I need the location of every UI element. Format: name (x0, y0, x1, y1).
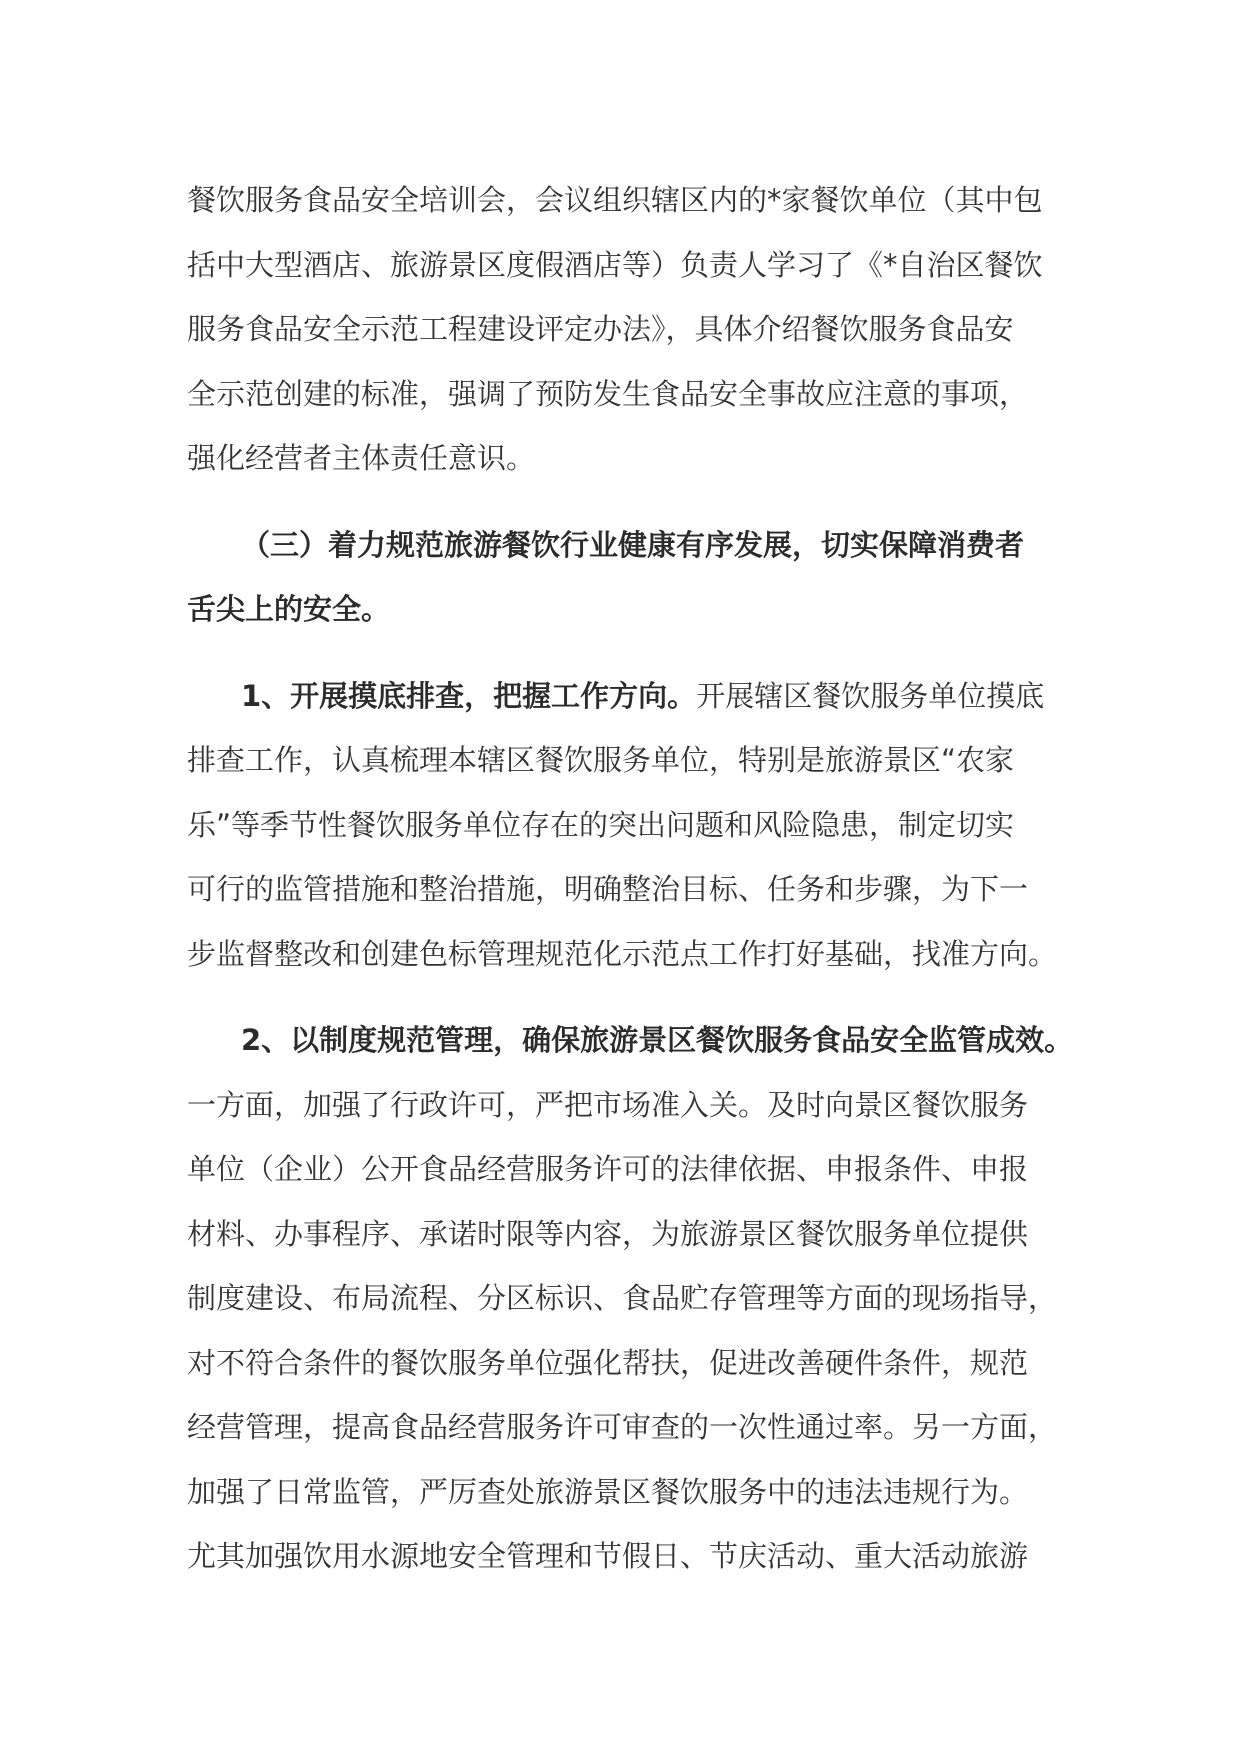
section-heading-3 (187, 513, 1077, 642)
text-line: 对不符合条件的餐饮服务单位强化帮扶，促进改善硬件条件，规范 (187, 1345, 1029, 1380)
heading-line: 舌尖上的安全。 (187, 592, 391, 626)
item-1-first-line-rest: 开展辖区餐饮服务单位摸底 (696, 678, 1045, 713)
text-line: 可行的监管措施和整治措施，明确整治目标、任务和步骤，为下一 (187, 872, 1029, 906)
text-line: 经营管理，提高食品经营服务许可审查的一次性通过率。另一方面， (187, 1410, 1058, 1444)
item-1-bold-lead: 1、开展摸底排查，把握工作方向。 (241, 678, 697, 713)
paragraph-spacer (187, 986, 1077, 1008)
paragraph-item-2 (187, 1008, 1077, 1589)
heading-line: （三）着力规范旅游餐饮行业健康有序发展，切实保障消费者 (241, 527, 1025, 562)
item-2-bold-lead: 2、以制度规范管理，确保旅游景区餐饮服务食品安全监管成效。 (241, 1023, 1074, 1057)
document-page (187, 168, 1077, 1589)
paragraph-spacer (187, 491, 1077, 513)
text-line: 加强了日常监管，严厉查处旅游景区餐饮服务中的违法违规行为。 (187, 1474, 1029, 1509)
paragraph-item-1 (187, 664, 1077, 987)
text-line: 一方面，加强了行政许可，严把市场准入关。及时向景区餐饮服务 (187, 1087, 1029, 1122)
text-line: 排查工作，认真梳理本辖区餐饮服务单位，特别是旅游景区“农家 (187, 743, 1015, 777)
paragraph-spacer (187, 642, 1077, 664)
text-line: 强化经营者主体责任意识。 (187, 441, 536, 475)
text-line: 单位（企业）公开食品经营服务许可的法律依据、申报条件、申报 (187, 1152, 1029, 1186)
text-line: 餐饮服务食品安全培训会，会议组织辖区内的*家餐饮单位（其中包 (187, 183, 1043, 217)
paragraph-training-meeting (187, 168, 1077, 491)
text-line: 服务食品安全示范工程建设评定办法》，具体介绍餐饮服务食品安 (187, 312, 1014, 346)
text-line: 步监督整改和创建色标管理规范化示范点工作打好基础，找准方向。 (187, 936, 1058, 971)
text-line: 乐”等季节性餐饮服务单位存在的突出问题和风险隐患，制定切实 (187, 807, 1015, 842)
text-line: 尤其加强饮用水源地安全管理和节假日、节庆活动、重大活动旅游 (187, 1539, 1029, 1573)
text-line (187, 664, 1077, 729)
text-line: 全示范创建的标准，强调了预防发生食品安全事故应注意的事项， (187, 376, 1029, 411)
text-line: 制度建设、布局流程、分区标识、食品贮存管理等方面的现场指导， (187, 1281, 1058, 1315)
text-line: 括中大型酒店、旅游景区度假酒店等）负责人学习了《*自治区餐饮 (187, 247, 1043, 282)
text-line: 材料、办事程序、承诺时限等内容，为旅游景区餐饮服务单位提供 (187, 1216, 1029, 1251)
